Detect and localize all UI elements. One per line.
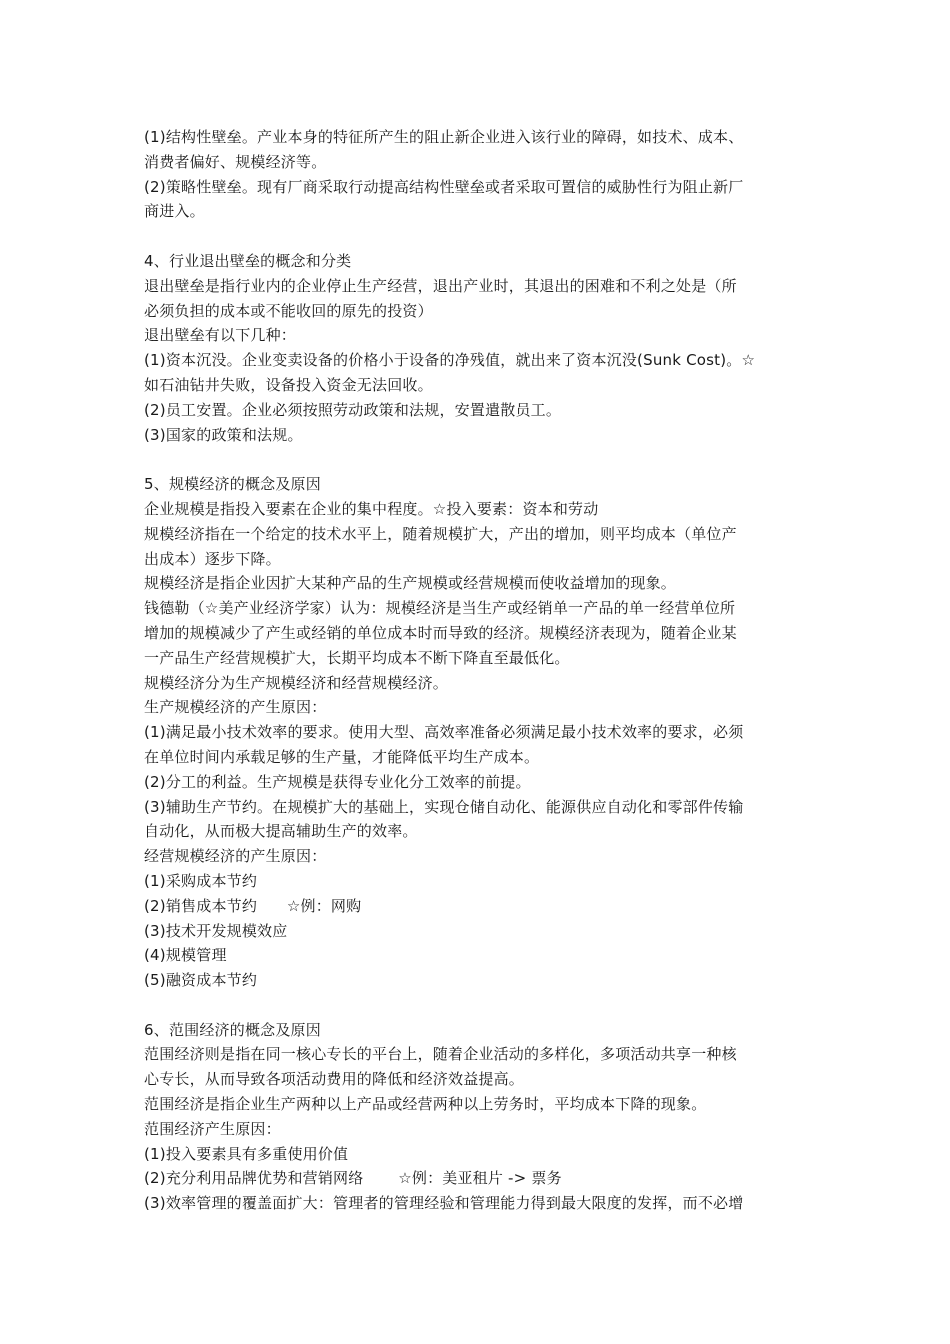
text-line: 必须负担的成本或不能收回的原先的投资） <box>144 301 433 320</box>
text-line: (4)规模管理 <box>144 946 227 965</box>
text-line: (1)结构性壁垒。产业本身的特征所产生的阻止新企业进入该行业的障碍，如技术、成本、 <box>144 128 744 146</box>
text-line: 6、范围经济的概念及原因 <box>144 1020 321 1039</box>
text-line: 心专长，从而导致各项活动费用的降低和经济效益提高。 <box>144 1070 525 1089</box>
text-line: 出成本）逐步下降。 <box>144 549 281 568</box>
text-line: 生产规模经济的产生原因： <box>144 698 327 717</box>
text-line: 规模经济指在一个给定的技术水平上，随着规模扩大，产出的增加，则平均成本（单位产 <box>144 524 737 543</box>
text-line: (1)投入要素具有多重使用价值 <box>144 1144 349 1163</box>
text-line: (5)融资成本节约 <box>144 971 258 990</box>
paragraph <box>144 249 814 447</box>
paragraph <box>144 1018 814 1216</box>
text-line: (3)国家的政策和法规。 <box>144 425 303 444</box>
text-line: 经营规模经济的产生原因： <box>144 847 327 866</box>
text-line: 范围经济则是指在同一核心专长的平台上，随着企业活动的多样化，多项活动共享一种核 <box>144 1045 737 1064</box>
text-line: 商进入。 <box>144 202 205 221</box>
paragraph <box>144 125 814 224</box>
text-line: (2)充分利用品牌优势和营销网络 ☆例：美亚租片 -> 票务 <box>144 1169 562 1188</box>
text-line: 退出壁垒是指行业内的企业停止生产经营，退出产业时，其退出的困难和不利之处是（所 <box>144 276 737 295</box>
text-line: 增加的规模减少了产生或经销的单位成本时而导致的经济。规模经济表现为，随着企业某 <box>144 623 737 642</box>
text-line: (1)满足最小技术效率的要求。使用大型、高效率准备必须满足最小技术效率的要求，必须 <box>144 723 744 742</box>
text-line: (2)员工安置。企业必须按照劳动政策和法规，安置遣散员工。 <box>144 400 562 419</box>
text-line: (1)采购成本节约 <box>144 871 258 890</box>
text-line: 规模经济是指企业因扩大某种产品的生产规模或经营规模而使收益增加的现象。 <box>144 574 677 593</box>
paragraph-gap <box>144 224 814 249</box>
paragraph-gap <box>144 447 814 472</box>
text-line: (2)销售成本节约 ☆例：网购 <box>144 896 362 915</box>
text-line: 4、行业退出壁垒的概念和分类 <box>144 251 352 270</box>
paragraph <box>144 472 814 993</box>
text-line: (3)效率管理的覆盖面扩大：管理者的管理经验和管理能力得到最大限度的发挥，而不必增 <box>144 1194 744 1213</box>
text-line: 规模经济分为生产规模经济和经营规模经济。 <box>144 673 449 692</box>
text-line: 钱德勒（☆美产业经济学家）认为：规模经济是当生产或经销单一产品的单一经营单位所 <box>144 599 736 618</box>
text-line: 自动化，从而极大提高辅助生产的效率。 <box>144 822 418 841</box>
text-line: (1)资本沉没。企业变卖设备的价格小于设备的净残值，就出来了资本沉没(Sunk Cost)。☆ <box>144 351 756 370</box>
text-line: (2)策略性壁垒。现有厂商采取行动提高结构性壁垒或者采取可置信的威胁性行为阻止新厂 <box>144 177 744 196</box>
text-line: 范围经济产生原因： <box>144 1119 281 1138</box>
text-line: 在单位时间内承载足够的生产量，才能降低平均生产成本。 <box>144 747 540 766</box>
document-body <box>144 125 814 1216</box>
text-line: 消费者偏好、规模经济等。 <box>144 152 327 171</box>
text-line: 范围经济是指企业生产两种以上产品或经营两种以上劳务时，平均成本下降的现象。 <box>144 1095 707 1114</box>
text-line: (3)辅助生产节约。在规模扩大的基础上，实现仓储自动化、能源供应自动化和零部件传输 <box>144 797 744 816</box>
text-line: (3)技术开发规模效应 <box>144 921 288 940</box>
text-line: (2)分工的利益。生产规模是获得专业化分工效率的前提。 <box>144 772 531 791</box>
text-line: 如石油钻井失败，设备投入资金无法回收。 <box>144 375 433 394</box>
text-line: 5、规模经济的概念及原因 <box>144 475 321 494</box>
text-line: 退出壁垒有以下几种： <box>144 326 297 345</box>
text-line: 企业规模是指投入要素在企业的集中程度。☆投入要素：资本和劳动 <box>144 499 599 518</box>
paragraph-gap <box>144 993 814 1018</box>
text-line: 一产品生产经营规模扩大，长期平均成本不断下降直至最低化。 <box>144 648 570 667</box>
